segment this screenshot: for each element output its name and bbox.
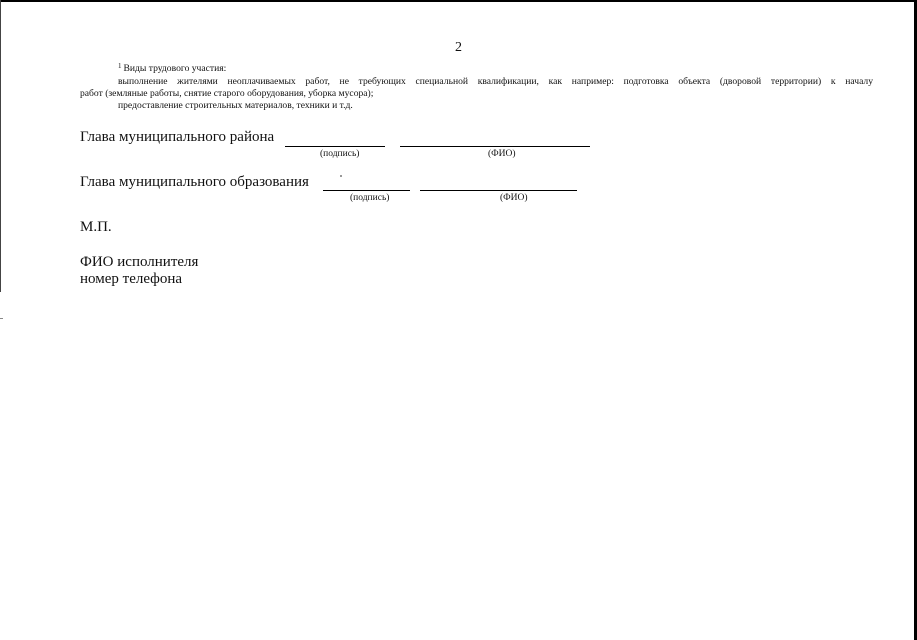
head-of-municipality-label: Глава муниципального образования [80,174,309,190]
footnote-line-2: работ (земляные работы, снятие старого оборудования, уборка мусора); [80,88,374,99]
head-of-district-signature-line [285,146,385,147]
head-of-district-signature-caption: (подпись) [320,149,360,159]
head-of-district-label: Глава муниципального района [80,129,275,145]
head-of-municipality-name-line [420,190,577,191]
head-of-municipality-signature-caption: (подпись) [350,193,390,203]
head-of-municipality-signature-line [323,190,410,191]
scan-dot [340,175,342,177]
executor-name-label: ФИО исполнителя [80,254,199,270]
footnote-marker: 1 [118,62,122,70]
page-top-border [0,0,917,2]
stamp-place: М.П. [80,219,112,235]
footnote-line-3: предоставление строительных материалов, техники и т.д. [118,100,353,111]
footnote-title [118,61,226,74]
page-number: 2 [455,40,462,55]
scan-mark [0,318,3,319]
footnote-line-1: выполнение жителями неоплачиваемых работ, не требующих специальной квалификации, как например: подготовка объекта (дворовой территории) к началу [118,76,873,87]
executor-phone-label: номер телефона [80,271,183,287]
head-of-district-name-line [400,146,590,147]
head-of-district-name-caption: (ФИО) [488,149,516,159]
footnote-title-text: Виды трудового участия: [123,63,227,74]
head-of-municipality-name-caption: (ФИО) [500,193,528,203]
